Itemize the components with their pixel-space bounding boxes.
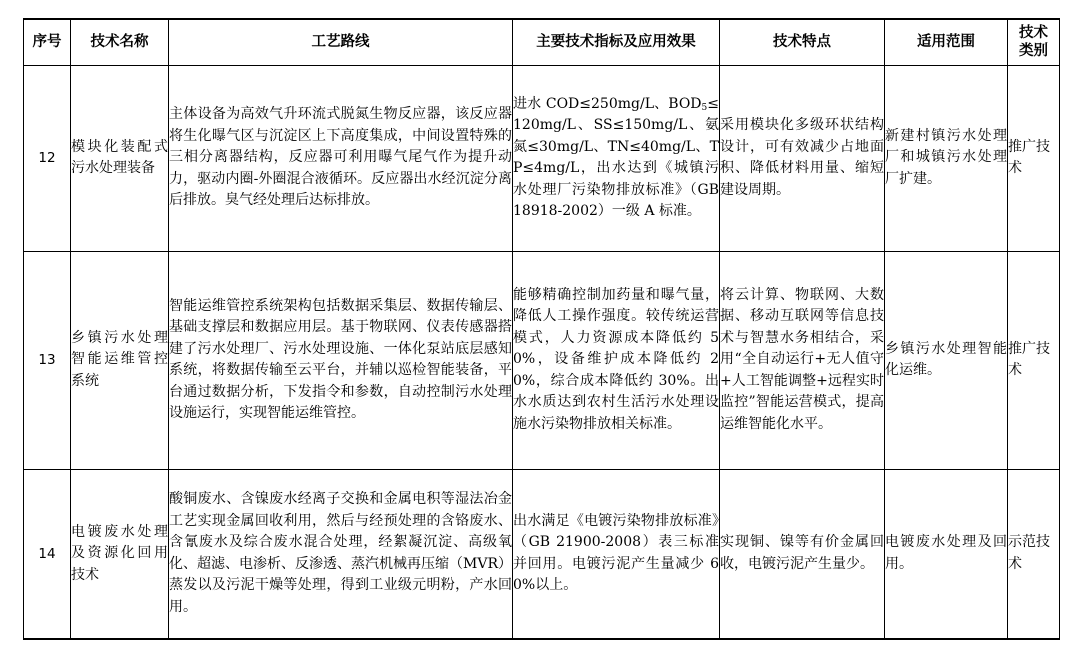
row-tech-name: 乡镇污水处理智能运维管控系统: [71, 251, 169, 469]
row-scope: 电镀废水处理及回用。: [885, 469, 1008, 639]
table-row: [24, 65, 1060, 251]
row-category: 示范技术: [1008, 469, 1060, 639]
row-indicators: 出水满足《电镀污染物排放标准》（GB 21900-2008）表三标准并回用。电镀污泥产生量减少 60%以上。: [513, 469, 720, 639]
header-scope: 适用范围: [885, 19, 1008, 65]
row-category: 推广技术: [1008, 251, 1060, 469]
indicators-text-rest: ≤120mg/L、SS≤150mg/L、氨氮≤30mg/L、TN≤40mg/L、TP≤4mg/L，出水达到《城镇污水处理厂污染物排放标准》（GB 18918-2002）一级 A 标准。: [513, 95, 719, 219]
row-tech-name: 模块化装配式污水处理装备: [71, 65, 169, 251]
header-seq: 序号: [24, 19, 71, 65]
row-tech-name: 电镀废水处理及资源化回用技术: [71, 469, 169, 639]
table-row: [24, 469, 1060, 639]
row-seq: 13: [24, 251, 71, 469]
row-process-route: 智能运维管控系统架构包括数据采集层、数据传输层、基础支撑层和数据应用层。基于物联网、仪表传感器搭建了污水处理厂、污水处理设施、一体化泵站底层感知系统，将数据传输至云平台，并辅以巡检智能装备，平台通过数据分析，下发指令和参数，自动控制污水处理设施运行，实现智能运维管控。: [169, 251, 513, 469]
row-features: 将云计算、物联网、大数据、移动互联网等信息技术与智慧水务相结合，采用“全自动运行+无人值守+人工智能调整+远程实时监控”智能运营模式，提高运维智能化水平。: [720, 251, 885, 469]
header-tech-name: 技术名称: [71, 19, 169, 65]
header-category: 技术类别: [1008, 19, 1060, 65]
row-category: 推广技术: [1008, 65, 1060, 251]
row-process-route: 主体设备为高效气升环流式脱氮生物反应器，该反应器将生化曝气区与沉淀区上下高度集成，中间设置特殊的三相分离器结构，反应器可利用曝气尾气作为提升动力，驱动内圈-外圈混合液循环。反应器出水经沉淀分离后排放。臭气经处理后达标排放。: [169, 65, 513, 251]
row-features: 采用模块化多级环状结构设计，可有效减少占地面积、降低材料用量、缩短建设周期。: [720, 65, 885, 251]
row-process-route: 酸铜废水、含镍废水经离子交换和金属电积等湿法冶金工艺实现金属回收利用，然后与经预处理的含铬废水、含氰废水及综合废水混合处理，经絮凝沉淀、高级氧化、超滤、电渗析、反渗透、蒸汽机械再压缩（MVR）蒸发以及污泥干燥等处理，得到工业级元明粉，产水回用。: [169, 469, 513, 639]
row-indicators: 能够精确控制加药量和曝气量，降低人工操作强度。较传统运营模式，人力资源成本降低约 50%，设备维护成本降低约 20%，综合成本降低约 30%。出水水质达到农村生活污水处理设施水污染物排放相关标准。: [513, 251, 720, 469]
indicators-text: 进水 COD≤250mg/L、BOD: [513, 95, 702, 112]
row-indicators: [513, 65, 720, 251]
header-process-route: 工艺路线: [169, 19, 513, 65]
row-features: 实现铜、镍等有价金属回收，电镀污泥产生量少。: [720, 469, 885, 639]
table-row: [24, 251, 1060, 469]
row-seq: 12: [24, 65, 71, 251]
row-scope: 新建村镇污水处理厂和城镇污水处理厂扩建。: [885, 65, 1008, 251]
header-indicators: 主要技术指标及应用效果: [513, 19, 720, 65]
row-seq: 14: [24, 469, 71, 639]
header-features: 技术特点: [720, 19, 885, 65]
technology-table: [23, 18, 1060, 640]
technology-table-page: [23, 18, 1059, 640]
table-header-row: [24, 19, 1060, 65]
subscript-5: 5: [701, 102, 708, 113]
row-scope: 乡镇污水处理智能化运维。: [885, 251, 1008, 469]
